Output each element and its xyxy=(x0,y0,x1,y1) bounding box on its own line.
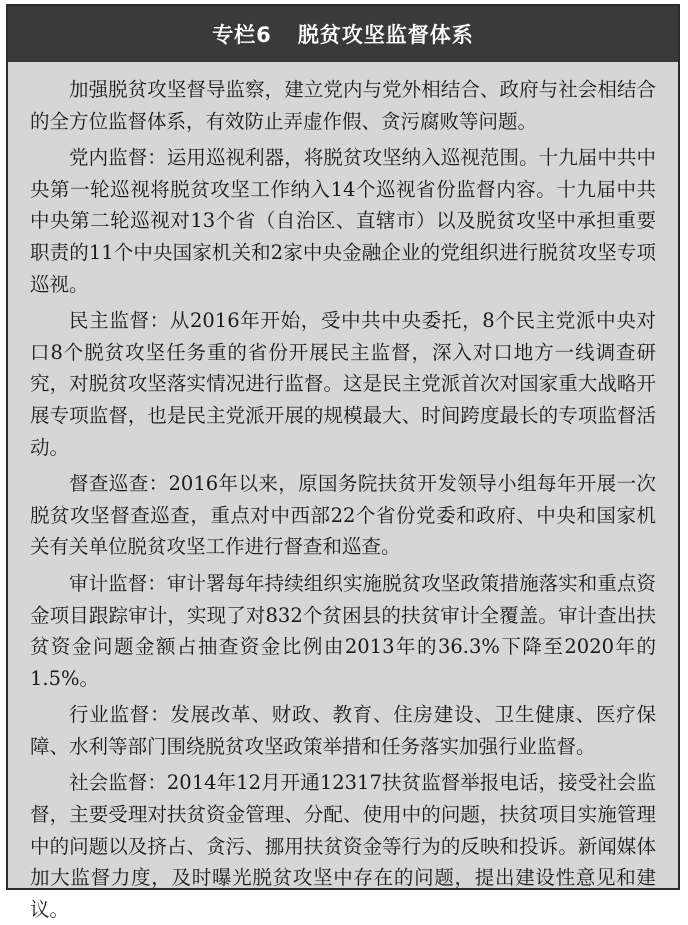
party-supervision-paragraph: 党内监督：运用巡视利器，将脱贫攻坚纳入巡视范围。十九届中共中央第一轮巡视将脱贫攻坚工作纳入14个巡视省份监督内容。十九届中共中央第二轮巡视对13个省（自治区、直辖市）以及脱贫攻坚中承担重要职责的11个中央国家机关和2家中央金融企业的党组织进行脱贫攻坚专项巡视。 xyxy=(30,146,656,296)
column-header xyxy=(8,6,678,62)
column-title: 脱贫攻坚监督体系 xyxy=(297,23,474,47)
audit-supervision-paragraph: 审计监督：审计署每年持续组织实施脱贫攻坚政策措施落实和重点资金项目跟踪审计，实现了对832个贫困县的扶贫审计全覆盖。审计查出扶贫资金问题金额占抽查资金比例由2013年的36.3%下降至2020年的1.5%。 xyxy=(30,571,656,690)
industry-supervision-paragraph: 行业监督：发展改革、财政、教育、住房建设、卫生健康、医疗保障、水利等部门围绕脱贫攻坚政策举措和任务落实加强行业监督。 xyxy=(30,703,656,758)
intro-paragraph: 加强脱贫攻坚督导监察，建立党内与党外相结合、政府与社会相结合的全方位监督体系，有效防止弄虚作假、贪污腐败等问题。 xyxy=(30,78,656,133)
democratic-supervision-paragraph: 民主监督：从2016年开始，受中共中央委托，8个民主党派中央对口8个脱贫攻坚任务重的省份开展民主监督，深入对口地方一线调查研究，对脱贫攻坚落实情况进行监督。这是民主党派首次对国家重大战略开展专项监督，也是民主党派开展的规模最大、时间跨度最长的专项监督活动。 xyxy=(30,309,656,459)
column-box xyxy=(6,4,680,921)
inspection-paragraph: 督查巡查：2016年以来，原国务院扶贫开发领导小组每年开展一次脱贫攻坚督查巡查，重点对中西部22个省份党委和政府、中央和国家机关有关单位脱贫攻坚工作进行督查和巡查。 xyxy=(30,472,656,559)
column-body xyxy=(8,62,678,925)
social-supervision-paragraph: 社会监督：2014年12月开通12317扶贫监督举报电话，接受社会监督，主要受理对扶贫资金管理、分配、使用中的问题，扶贫项目实施管理中的问题以及挤占、贪污、挪用扶贫资金等行为的反映和投诉。新闻媒体加大监督力度，及时曝光脱贫攻坚中存在的问题，提出建设性意见和建议。 xyxy=(30,771,656,921)
column-label: 专栏6 xyxy=(212,23,272,47)
